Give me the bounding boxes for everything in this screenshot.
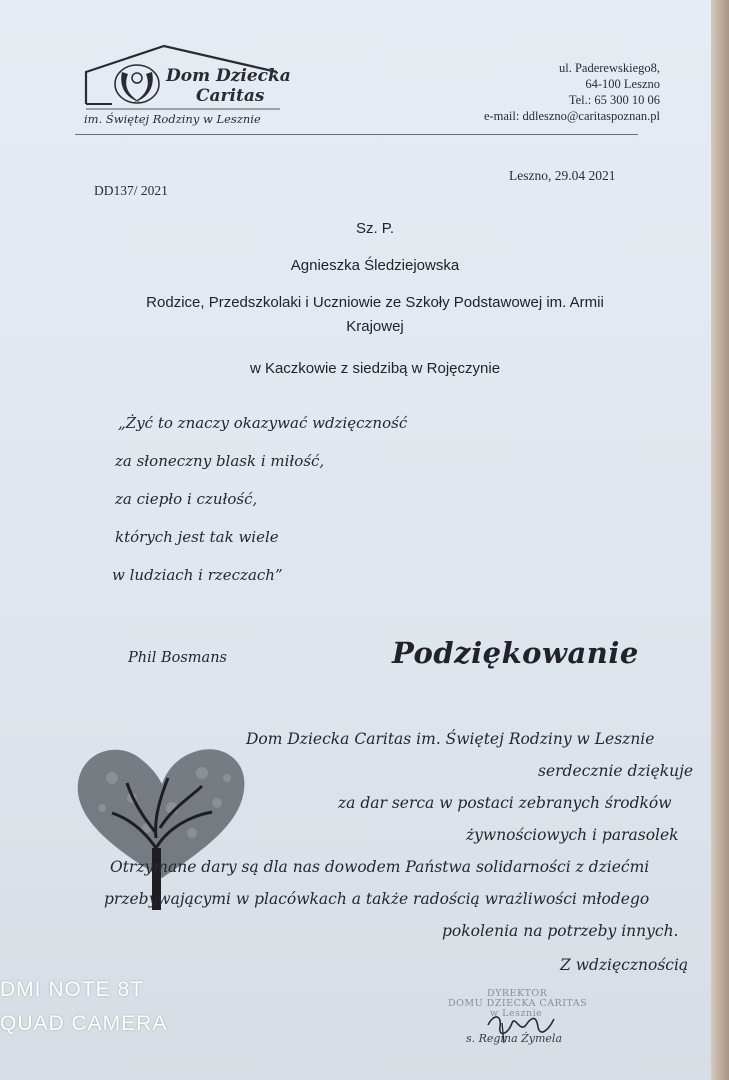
body-line-7: pokolenia na potrzeby innych. (442, 922, 679, 940)
body-line-6: przebywającymi w placówkach a także radością wrażliwości młodego (104, 890, 650, 908)
address-city: 64-100 Leszno (585, 77, 660, 91)
stamp-title: DYREKTOR (487, 988, 548, 999)
signatory-name: s. Regina Żymela (466, 1032, 563, 1045)
recipient-org-line2: Krajowej (346, 318, 404, 335)
logo-subtitle: im. Świętej Rodziny w Lesznie (84, 112, 261, 126)
table-background (711, 0, 729, 1080)
body-line-3: za dar serca w postaci zebranych środków (338, 794, 672, 812)
address-email: e-mail: ddleszno@caritaspoznan.pl (483, 109, 660, 123)
body-line-1: Dom Dziecka Caritas im. Świętej Rodziny w Lesznie (246, 730, 655, 748)
quote-line-5: w ludziach i rzeczach” (112, 566, 283, 584)
address-phone: Tel.: 65 300 10 06 (568, 93, 660, 107)
recipient-org-line1: Rodzice, Przedszkolaki i Uczniowie ze Szkoły Podstawowej im. Armii (146, 294, 604, 311)
heart-tree-icon (72, 728, 252, 910)
quote-line-4: których jest tak wiele (115, 528, 279, 546)
body-line-5: Otrzymane dary są dla nas dowodem Państwa solidarności z dziećmi (110, 858, 650, 876)
quote-line-1: „Żyć to znaczy okazywać wdzięczność (118, 414, 408, 432)
closing-text: Z wdzięcznością (560, 956, 689, 974)
quote-author: Phil Bosmans (128, 650, 227, 666)
stamp-org: DOMU DZIECKA CARITAS (448, 998, 588, 1009)
header-divider (75, 134, 638, 135)
salutation: Sz. P. (355, 220, 395, 237)
stamp-city: w Lesznie (490, 1008, 543, 1019)
logo-title-1: Dom Dziecka (166, 66, 291, 86)
camera-watermark-line1: DMI NOTE 8T (0, 978, 145, 1001)
place-date: Leszno, 29.04 2021 (509, 168, 616, 183)
body-line-2: serdecznie dziękuje (538, 762, 694, 780)
recipient-location: w Kaczkowie z siedzibą w Rojęczynie (249, 360, 501, 377)
recipient-name: Agnieszka Śledziejowska (290, 257, 460, 274)
body-line-4: żywnościowych i parasolek (466, 826, 679, 844)
address-block (400, 60, 660, 124)
logo-title-2: Caritas (196, 86, 265, 106)
quote-line-2: za słoneczny blask i miłość, (115, 452, 325, 470)
quote-line-3: za ciepło i czułość, (115, 490, 258, 508)
reference-number: DD137/ 2021 (94, 183, 168, 198)
letter-title: Podziękowanie (392, 636, 639, 670)
address-street: ul. Paderewskiego8, (558, 61, 660, 75)
camera-watermark-line2: QUAD CAMERA (0, 1012, 168, 1035)
